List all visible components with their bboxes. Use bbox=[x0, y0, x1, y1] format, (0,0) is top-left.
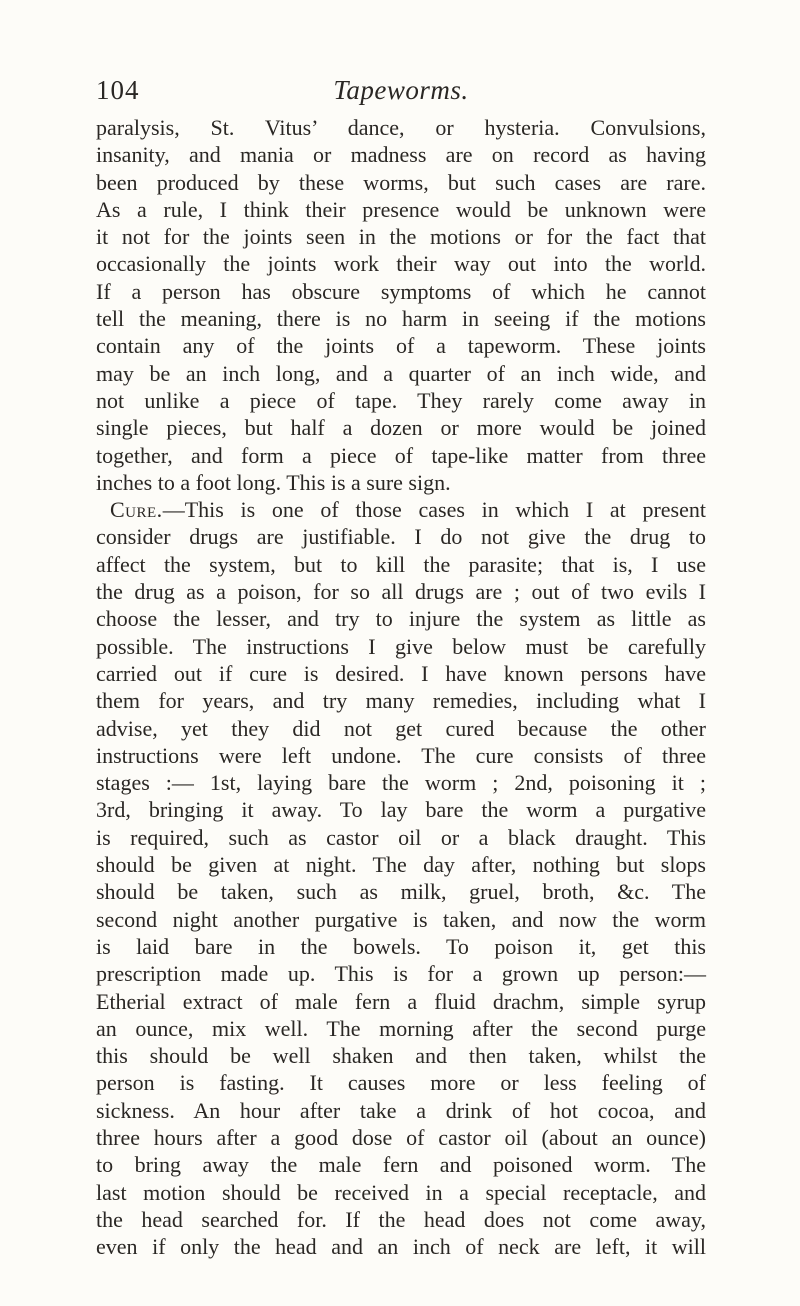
text-line-16: consider drugs are justifiable. I do not give the drug to bbox=[96, 524, 706, 550]
text-line-29: should be taken, such as milk, gruel, broth, &c. The bbox=[96, 879, 706, 905]
text-line-6: occasionally the joints work their way out into the world. bbox=[96, 251, 706, 277]
text-line-40: last motion should be received in a special receptacle, and bbox=[96, 1179, 706, 1205]
text-line-5: it not for the joints seen in the motions or for the fact that bbox=[96, 224, 706, 250]
text-line-41: the head searched for. If the head does not come away, bbox=[96, 1206, 706, 1232]
text-line-17: affect the system, but to kill the parasite; that is, I use bbox=[96, 551, 706, 577]
text-line-24: instructions were left undone. The cure consists of three bbox=[96, 742, 706, 768]
text-line-14: inches to a foot long. This is a sure sign. bbox=[96, 469, 451, 495]
text-line-18: the drug as a poison, for so all drugs are ; out of two evils I bbox=[96, 579, 706, 605]
text-line-26: 3rd, bringing it away. To lay bare the worm a purgative bbox=[96, 797, 706, 823]
text-line-36: person is fasting. It causes more or less feeling of bbox=[96, 1070, 706, 1096]
text-line-37: sickness. An hour after take a drink of hot cocoa, and bbox=[96, 1097, 706, 1123]
text-line-11: not unlike a piece of tape. They rarely come away in bbox=[96, 387, 706, 413]
text-line-42: even if only the head and an inch of neck are left, it will bbox=[96, 1234, 706, 1260]
text-line-31: is laid bare in the bowels. To poison it, get this bbox=[96, 933, 706, 959]
body-text bbox=[96, 114, 706, 1260]
text-line-23: advise, yet they did not get cured because the other bbox=[96, 715, 706, 741]
text-line-25: stages :— 1st, laying bare the worm ; 2nd, poisoning it ; bbox=[96, 770, 706, 796]
text-line-35: this should be well shaken and then taken, whilst the bbox=[96, 1043, 706, 1069]
text-line-9: contain any of the joints of a tapeworm. These joints bbox=[96, 333, 706, 359]
text-line-13: together, and form a piece of tape-like matter from three bbox=[96, 442, 706, 468]
text-line-28: should be given at night. The day after, nothing but slops bbox=[96, 852, 706, 878]
text-line-2: insanity, and mania or madness are on record as having bbox=[96, 142, 706, 168]
text-line-19: choose the lesser, and try to injure the system as little as bbox=[96, 606, 706, 632]
text-line-10: may be an inch long, and a quarter of an inch wide, and bbox=[96, 360, 706, 386]
text-line-8: tell the meaning, there is no harm in seeing if the motions bbox=[96, 306, 706, 332]
text-line-12: single pieces, but half a dozen or more would be joined bbox=[96, 415, 706, 441]
text-line-4: As a rule, I think their presence would be unknown were bbox=[96, 196, 706, 222]
text-line-38: three hours after a good dose of castor oil (about an ounce) bbox=[96, 1124, 706, 1150]
section-heading-cure: Cure. bbox=[110, 497, 163, 523]
running-head bbox=[96, 72, 706, 112]
text-line-15-content: —This is one of those cases in which I at present bbox=[162, 497, 706, 523]
text-line-27: is required, such as castor oil or a black draught. This bbox=[96, 824, 706, 850]
text-line-39: to bring away the male fern and poisoned worm. The bbox=[96, 1152, 706, 1178]
text-line-34: an ounce, mix well. The morning after the second purge bbox=[96, 1015, 706, 1041]
text-line-3: been produced by these worms, but such cases are rare. bbox=[96, 169, 706, 195]
running-title: Tapeworms. bbox=[333, 75, 469, 105]
text-line-21: carried out if cure is desired. I have known persons have bbox=[96, 660, 706, 686]
text-line-15 bbox=[96, 496, 706, 523]
text-line-30: second night another purgative is taken, and now the worm bbox=[96, 906, 706, 932]
text-line-7: If a person has obscure symptoms of which he cannot bbox=[96, 278, 706, 304]
text-line-22: them for years, and try many remedies, including what I bbox=[96, 688, 706, 714]
page-number: 104 bbox=[96, 75, 140, 105]
text-line-32: prescription made up. This is for a grown up person:— bbox=[96, 961, 706, 987]
text-line-33: Etherial extract of male fern a fluid drachm, simple syrup bbox=[96, 988, 706, 1014]
text-line-1: paralysis, St. Vitus’ dance, or hysteria. Convulsions, bbox=[96, 115, 706, 140]
text-line-20: possible. The instructions I give below must be carefully bbox=[96, 633, 706, 659]
